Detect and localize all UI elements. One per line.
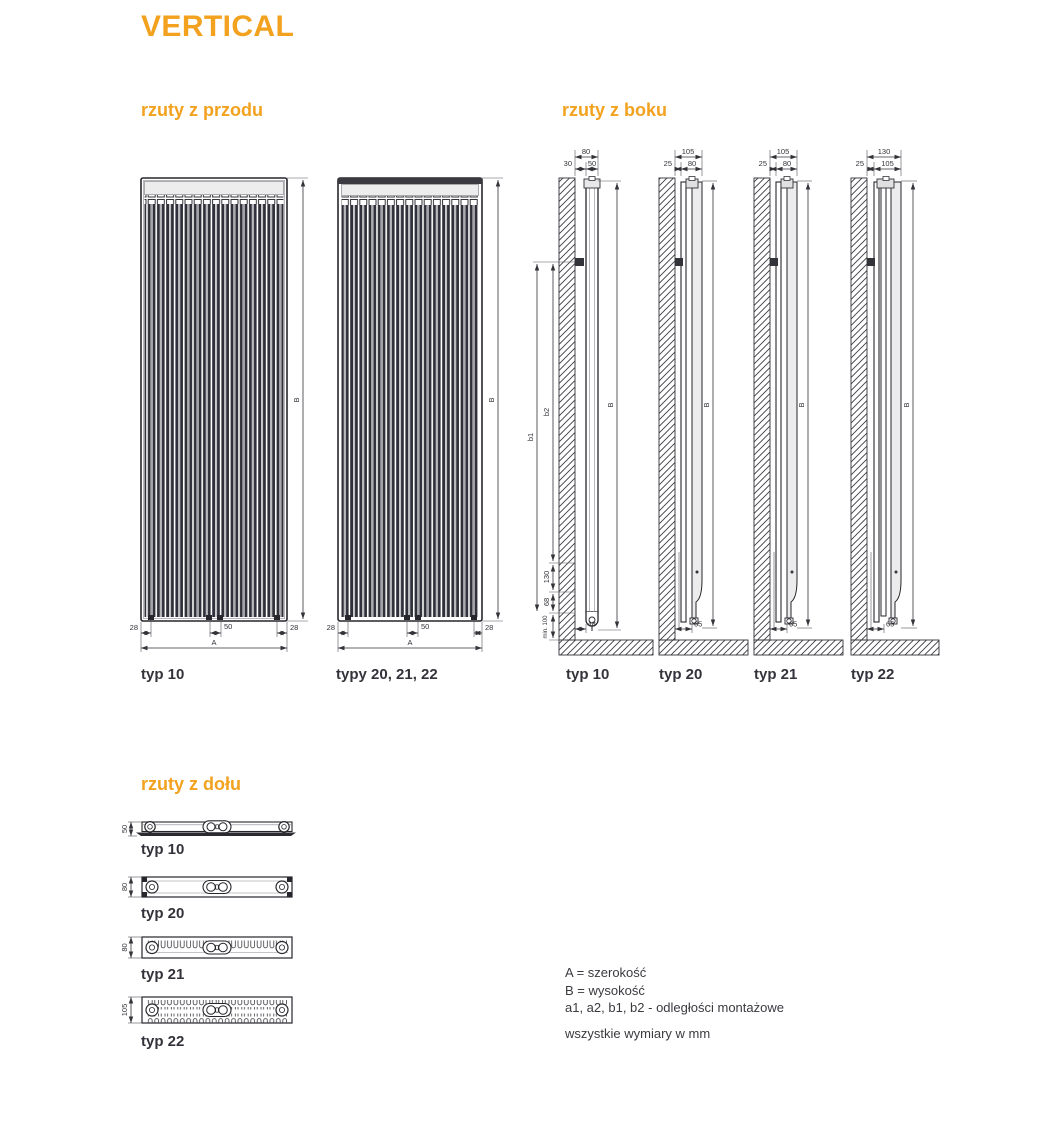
- mounting-bracket: [675, 258, 683, 266]
- side4-dim-foot: 65: [886, 619, 895, 629]
- side2-dim-depth: 80: [687, 159, 697, 168]
- bottom-typ22-label: typ 22: [141, 1033, 185, 1050]
- bottom-typ20-label: typ 20: [141, 905, 185, 922]
- wall-hatch: [851, 178, 867, 640]
- side1-dim-total: 80: [581, 147, 591, 156]
- side3-dim-wall-gap: 25: [758, 159, 767, 168]
- bottom-view-typ10-drawing: [120, 821, 296, 836]
- side4-dim-height: B: [902, 402, 911, 408]
- side-view-typ10-drawing: [526, 147, 653, 655]
- front2-dim-edge-right: 28: [485, 623, 494, 632]
- legend-line-b: B = wysokość: [565, 982, 645, 998]
- front2-dim-height: B: [487, 397, 496, 403]
- bottom-view-typ21-drawing: [120, 937, 292, 958]
- bottom2-dim-depth: 80: [120, 882, 129, 892]
- side1-dim-min-floor: min. 100: [543, 615, 549, 639]
- side1-dim-b2: b2: [542, 407, 551, 417]
- front2-dim-center: 50: [421, 622, 430, 631]
- side1-dim-depth: 50: [587, 159, 597, 168]
- side2-dim-total: 105: [681, 147, 695, 156]
- front-views-heading: rzuty z przodu: [141, 100, 263, 120]
- wall-hatch: [659, 178, 675, 640]
- bottom-typ21-label: typ 21: [141, 966, 185, 983]
- mounting-bracket: [575, 258, 584, 266]
- wall-hatch: [559, 178, 575, 640]
- side-views-heading: rzuty z boku: [562, 100, 668, 120]
- side-typ22-label: typ 22: [851, 666, 895, 683]
- side1-dim-hook: 68: [542, 597, 551, 607]
- side1-dim-b1: b1: [526, 432, 535, 442]
- side1-dim-wall-gap: 30: [563, 159, 572, 168]
- side-view-typ20-drawing: [659, 147, 748, 655]
- side3-dim-height: B: [797, 402, 806, 408]
- bottom4-dim-depth: 105: [120, 1003, 129, 1017]
- side1-dim-height: B: [606, 402, 615, 408]
- side4-dim-wall-gap: 25: [855, 159, 864, 168]
- front1-dim-edge-right: 28: [290, 623, 299, 632]
- floor-hatch: [559, 640, 653, 655]
- bottom-view-typ22-drawing: [120, 997, 292, 1023]
- front-view-typ20-22-drawing: [327, 178, 503, 652]
- front-typ20-22-label: typy 20, 21, 22: [336, 666, 438, 683]
- side3-dim-foot: 65: [789, 619, 798, 629]
- side2-dim-wall-gap: 25: [663, 159, 672, 168]
- front2-dim-width: A: [407, 638, 413, 647]
- front1-dim-center: 50: [224, 622, 233, 631]
- side4-dim-depth: 105: [881, 159, 894, 168]
- mounting-bracket: [770, 258, 778, 266]
- bottom-typ10-label: typ 10: [141, 841, 185, 858]
- side-view-typ21-drawing: [754, 147, 843, 655]
- side2-dim-height: B: [702, 402, 711, 408]
- floor-hatch: [659, 640, 748, 655]
- floor-hatch: [754, 640, 843, 655]
- legend-line-a: A = szerokość: [565, 965, 647, 980]
- bottom-views-heading: rzuty z dołu: [141, 774, 241, 794]
- side-view-typ22-drawing: [851, 147, 939, 655]
- legend-line-mount: a1, a2, b1, b2 - odległości montażowe: [565, 1000, 784, 1015]
- side3-dim-total: 105: [776, 147, 790, 156]
- side2-dim-foot: 65: [694, 619, 703, 629]
- side-typ20-label: typ 20: [659, 666, 703, 683]
- side1-dim-lower: 130: [542, 570, 551, 584]
- front1-dim-width: A: [211, 638, 217, 647]
- front2-dim-edge-left: 28: [326, 623, 335, 632]
- wall-hatch: [754, 178, 770, 640]
- bottom3-dim-depth: 80: [120, 943, 129, 952]
- page-title: VERTICAL: [141, 10, 295, 43]
- floor-hatch: [851, 640, 939, 655]
- side4-dim-total: 130: [877, 147, 891, 156]
- side1-dim-foot: 48: [587, 619, 596, 629]
- front-typ10-label: typ 10: [141, 666, 185, 683]
- front1-dim-edge-left: 28: [129, 623, 138, 632]
- bottom1-dim-depth: 50: [120, 824, 129, 834]
- front-view-typ10-drawing: [130, 178, 308, 652]
- units-note: wszystkie wymiary w mm: [565, 1026, 711, 1041]
- side-typ21-label: typ 21: [754, 666, 798, 683]
- front1-dim-height: B: [292, 397, 301, 403]
- bottom-view-typ20-drawing: [120, 877, 292, 897]
- side-typ10-label: typ 10: [566, 666, 610, 683]
- side3-dim-depth: 80: [782, 159, 792, 168]
- mounting-bracket: [867, 258, 875, 266]
